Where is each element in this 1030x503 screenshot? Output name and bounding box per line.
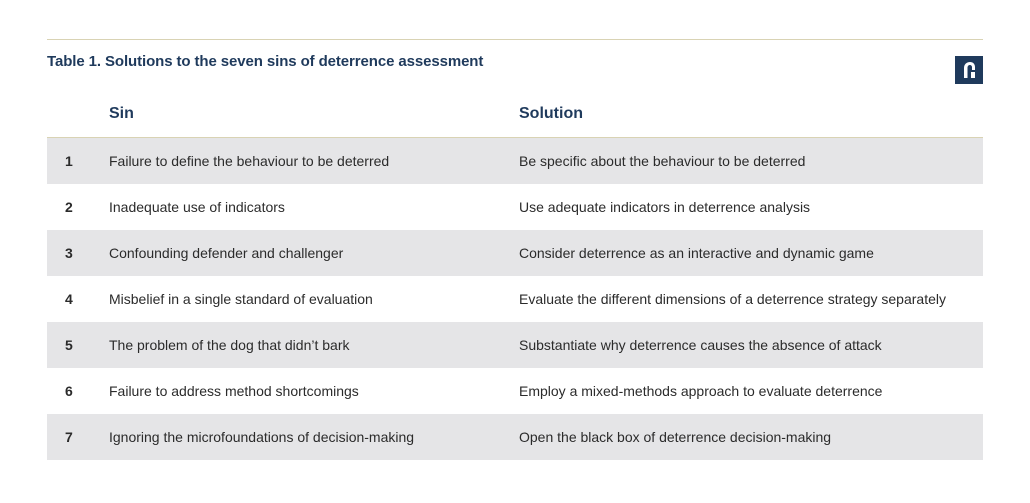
row-number: 6 bbox=[65, 383, 73, 399]
solution-cell: Employ a mixed-methods approach to evaluate deterrence bbox=[519, 383, 883, 399]
table-body bbox=[47, 138, 983, 460]
sin-cell: Misbelief in a single standard of evaluation bbox=[109, 291, 373, 307]
table-row bbox=[47, 230, 983, 276]
table-header-row bbox=[47, 95, 983, 138]
solution-cell: Evaluate the different dimensions of a deterrence strategy separately bbox=[519, 291, 946, 307]
table-row bbox=[47, 138, 983, 184]
table-row bbox=[47, 322, 983, 368]
row-number: 2 bbox=[65, 199, 73, 215]
row-number: 1 bbox=[65, 153, 73, 169]
solution-cell: Use adequate indicators in deterrence analysis bbox=[519, 199, 811, 215]
solution-cell: Substantiate why deterrence causes the absence of attack bbox=[519, 337, 882, 353]
row-number: 5 bbox=[65, 337, 73, 353]
table-title: Table 1. Solutions to the seven sins of deterrence assessment bbox=[47, 53, 484, 70]
institution-logo-icon bbox=[955, 56, 983, 84]
table-row bbox=[47, 276, 983, 322]
table-row bbox=[47, 414, 983, 460]
solution-cell: Open the black box of deterrence decision-making bbox=[519, 429, 832, 445]
row-number: 4 bbox=[65, 291, 73, 307]
sin-cell: The problem of the dog that didn’t bark bbox=[109, 337, 350, 353]
table-row bbox=[47, 184, 983, 230]
sin-cell: Failure to define the behaviour to be deterred bbox=[109, 153, 390, 169]
solution-cell: Consider deterrence as an interactive and dynamic game bbox=[519, 245, 874, 261]
column-header-solution: Solution bbox=[519, 105, 583, 122]
row-number: 3 bbox=[65, 245, 73, 261]
sin-cell: Ignoring the microfoundations of decision-making bbox=[109, 429, 415, 445]
row-number: 7 bbox=[65, 429, 73, 445]
sin-cell: Confounding defender and challenger bbox=[109, 245, 344, 261]
top-divider bbox=[47, 39, 983, 40]
sin-cell: Inadequate use of indicators bbox=[109, 199, 285, 215]
table-row bbox=[47, 368, 983, 414]
sin-cell: Failure to address method shortcomings bbox=[109, 383, 359, 399]
solution-cell: Be specific about the behaviour to be deterred bbox=[519, 153, 806, 169]
column-header-sin: Sin bbox=[109, 105, 134, 122]
